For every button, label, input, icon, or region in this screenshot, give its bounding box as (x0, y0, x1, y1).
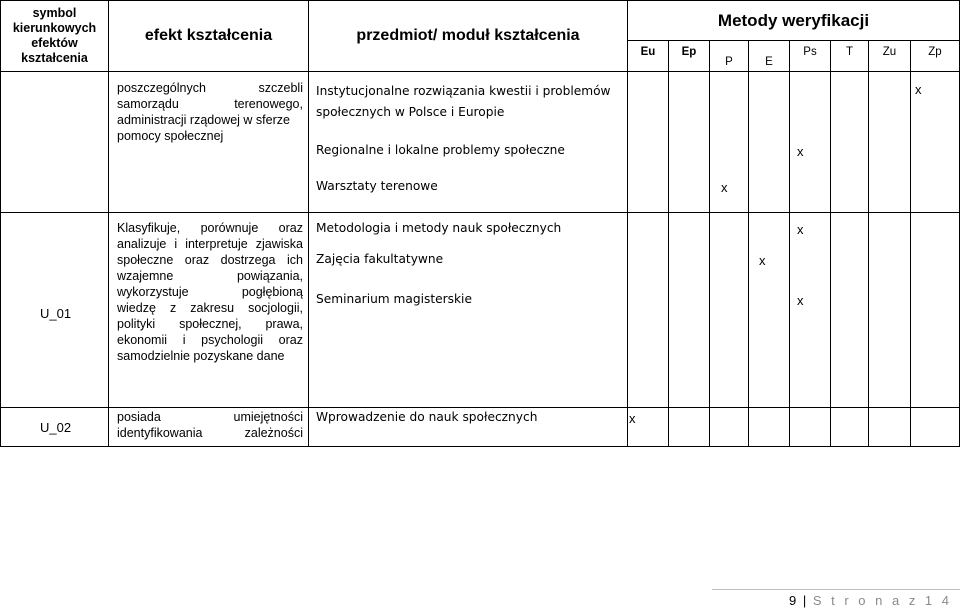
rule-m6 (868, 40, 869, 447)
rule-m2 (709, 40, 710, 447)
method-e: E (765, 56, 773, 68)
mark-wprowadzenie-eu: x (629, 411, 636, 426)
effect-top-line4: pomocy społecznej (117, 129, 224, 143)
subject-seminarium: Seminarium magisterskie (316, 292, 472, 306)
subject-wprowadzenie: Wprowadzenie do nauk społecznych (316, 410, 538, 424)
method-p: P (725, 56, 733, 68)
footer-separator: | (802, 593, 807, 608)
header-symbol-l3: efektów (31, 36, 78, 50)
method-ep: Ep (681, 46, 697, 58)
header-symbol (1, 1, 108, 71)
effect-top-text (117, 80, 303, 144)
method-t: T (845, 46, 854, 58)
header-effect: efekt kształcenia (144, 27, 273, 44)
header-methods: Metody weryfikacji (717, 10, 870, 30)
mark-metodologia-ps: x (797, 222, 804, 237)
rule-m4 (789, 40, 790, 447)
mark-seminarium-ps: x (797, 293, 804, 308)
method-ps: Ps (803, 46, 817, 58)
footer-page-label: S t r o n a z 1 4 (812, 593, 952, 608)
subject-zajecia: Zajęcia fakultatywne (316, 252, 444, 266)
effect-top-line2: samorządu terenowego, (117, 97, 303, 111)
header-subject: przedmiot/ moduł kształcenia (356, 27, 580, 44)
rule-row1-bottom (0, 212, 960, 213)
effect-u02-text: posiada umiejętności identyfikowania zależności (117, 410, 303, 440)
method-zu: Zu (882, 46, 897, 58)
rule-m5 (830, 40, 831, 447)
header-symbol-l4: kształcenia (21, 51, 88, 65)
rule-m3 (748, 40, 749, 447)
subject-regionalne: Regionalne i lokalne problemy społeczne (316, 143, 565, 157)
rule-m7 (910, 40, 911, 447)
subject-instytucjonalne: Instytucjonalne rozwiązania kwestii i problemów społecznych w Polsce i Europie (316, 84, 611, 119)
mark-zajecia-e: x (759, 253, 766, 268)
header-symbol-l2: kierunkowych (12, 21, 97, 35)
subject-warsztaty: Warsztaty terenowe (316, 179, 438, 193)
effect-top-line1: poszczególnych szczebli (117, 81, 303, 95)
rule-header-bottom (0, 71, 960, 72)
subject-metodologia: Metodologia i metody nauk społecznych (316, 221, 562, 235)
code-u02: U_02 (40, 420, 72, 435)
rule-row2-bottom (0, 407, 960, 408)
rule-row3-bottom (0, 446, 960, 447)
mark-instytucjonalne-zp: x (915, 82, 922, 97)
page-number: 9 (788, 593, 797, 608)
rule-col3 (627, 0, 628, 447)
header-symbol-l1: symbol (32, 6, 77, 20)
effect-u01-text: Klasyfikuje, porównuje oraz analizuje i interpretuje zjawiska społeczne oraz dostrzega ich wzajemne powiązania, wykorzystuje pogłębioną wiedzę z zakresu socjologii, polityki społecznej, prawa, ekonomii i psychologii oraz samodzielnie pozyskane dane (117, 221, 303, 363)
footer-rule (712, 589, 960, 590)
effect-top-line3: administracji rządowej w sferze (117, 113, 290, 127)
method-eu: Eu (640, 46, 656, 58)
page-footer (789, 593, 952, 608)
code-u01: U_01 (40, 306, 72, 321)
method-zp: Zp (928, 46, 942, 58)
mark-regionalne-ps: x (797, 144, 804, 159)
rule-m1 (668, 40, 669, 447)
mark-warsztaty-ep: x (721, 180, 728, 195)
